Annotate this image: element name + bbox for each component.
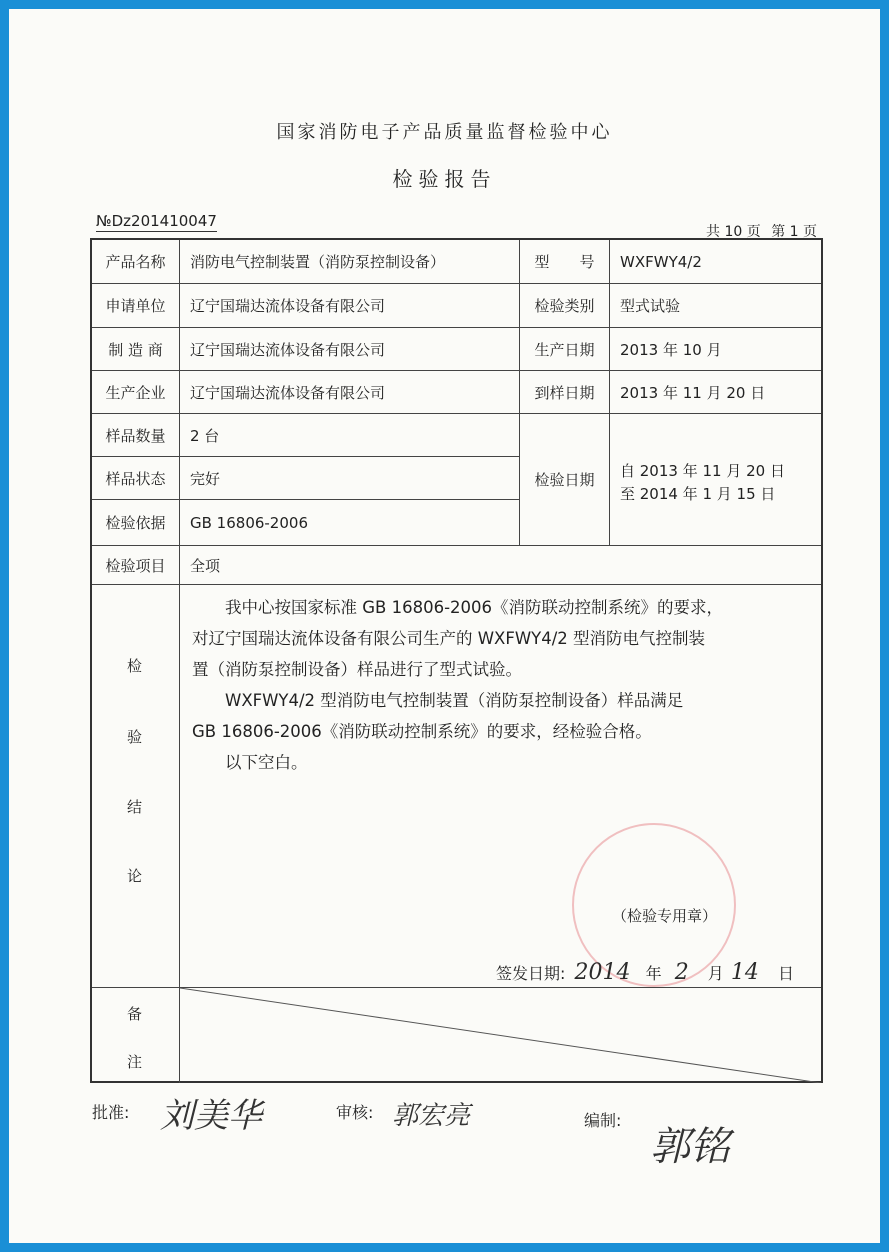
label-test-items: 检验项目: [105, 556, 166, 575]
value-test-date: [620, 460, 785, 506]
review-signature: 郭宏亮: [392, 1101, 471, 1131]
label-test-type: 检验类别: [534, 297, 595, 315]
value-arrival-date: 2013 年 11 月 20 日: [620, 383, 766, 402]
conclusion-line: GB 16806-2006《消防联动控制系统》的要求，经检验合格。: [192, 722, 652, 741]
issue-year: 2014: [574, 960, 631, 985]
value-sample-qty: 2 台: [190, 426, 220, 445]
remarks-label-2: 注: [127, 1053, 143, 1071]
org-title: 国家消防电子产品质量监督检验中心: [276, 122, 613, 143]
value-production-date: 2013 年 10 月: [620, 340, 722, 359]
stamp-label: （检验专用章）: [612, 907, 718, 925]
conclusion-line: 以下空白。: [225, 753, 308, 772]
total-pages: 共 10 页: [706, 224, 761, 240]
label-test-date: 检验日期: [534, 471, 595, 489]
label-product-name: 产品名称: [105, 253, 166, 271]
issue-date: [496, 960, 794, 985]
conclusion-line: 我中心按国家标准 GB 16806-2006《消防联动控制系统》的要求，: [225, 598, 724, 617]
remarks-label-1: 备: [127, 1005, 143, 1023]
review-label: 审核:: [336, 1103, 374, 1122]
conclusion-line: 置（消防泵控制设备）样品进行了型式试验。: [192, 660, 522, 679]
page-number: 第 1 页: [771, 224, 817, 240]
label-sample-qty: 样品数量: [105, 426, 166, 445]
value-manufacturer: 辽宁国瑞达流体设备有限公司: [190, 340, 386, 359]
label-production-date: 生产日期: [534, 340, 595, 359]
conclusion-line: WXFWY4/2 型消防电气控制装置（消防泵控制设备）样品满足: [225, 691, 684, 710]
label-manufacturer: 制 造 商: [108, 340, 163, 359]
label-producer: 生产企业: [105, 383, 166, 402]
compile-signature: 郭铭: [650, 1124, 730, 1170]
day-char: 日: [778, 964, 795, 983]
conclusion-line: 对辽宁国瑞达流体设备有限公司生产的 WXFWY4/2 型消防电气控制装: [192, 629, 706, 648]
value-applicant: 辽宁国瑞达流体设备有限公司: [190, 297, 386, 315]
conclusion-label-3: 结: [127, 798, 143, 816]
year-char: 年: [645, 964, 662, 983]
conclusion-label-2: 验: [127, 728, 143, 746]
value-model: WXFWY4/2: [620, 252, 702, 271]
report-title: 检验报告: [392, 167, 497, 191]
issue-day: 14: [730, 960, 759, 985]
value-product-name: 消防电气控制装置（消防泵控制设备）: [190, 253, 446, 271]
value-producer: 辽宁国瑞达流体设备有限公司: [190, 383, 386, 402]
remarks-diagonal: [180, 988, 821, 1083]
compile-label: 编制:: [584, 1111, 622, 1130]
issue-date-label: 签发日期:: [496, 964, 566, 983]
value-test-items: 全项: [190, 556, 221, 575]
month-char: 月: [707, 964, 724, 983]
label-applicant: 申请单位: [105, 297, 166, 315]
approve-label: 批准:: [92, 1103, 130, 1122]
value-test-basis: GB 16806-2006: [190, 513, 308, 532]
conclusion-label-1: 检: [127, 657, 143, 675]
label-sample-state: 样品状态: [105, 469, 166, 488]
label-test-basis: 检验依据: [105, 514, 166, 532]
doc-number: №Dz201410047: [96, 212, 217, 230]
conclusion-label-4: 论: [127, 867, 143, 885]
label-model: 型 号: [534, 253, 595, 271]
test-date-to: 至 2014 年 1 月 15 日: [620, 485, 776, 503]
conclusion-text: [192, 592, 832, 778]
value-sample-state: 完好: [190, 469, 221, 488]
issue-month: 2: [674, 960, 689, 985]
label-arrival-date: 到样日期: [534, 383, 595, 402]
value-test-type: 型式试验: [620, 297, 681, 315]
test-date-from: 自 2013 年 11 月 20 日: [620, 462, 785, 480]
approve-signature: 刘美华: [160, 1096, 262, 1136]
